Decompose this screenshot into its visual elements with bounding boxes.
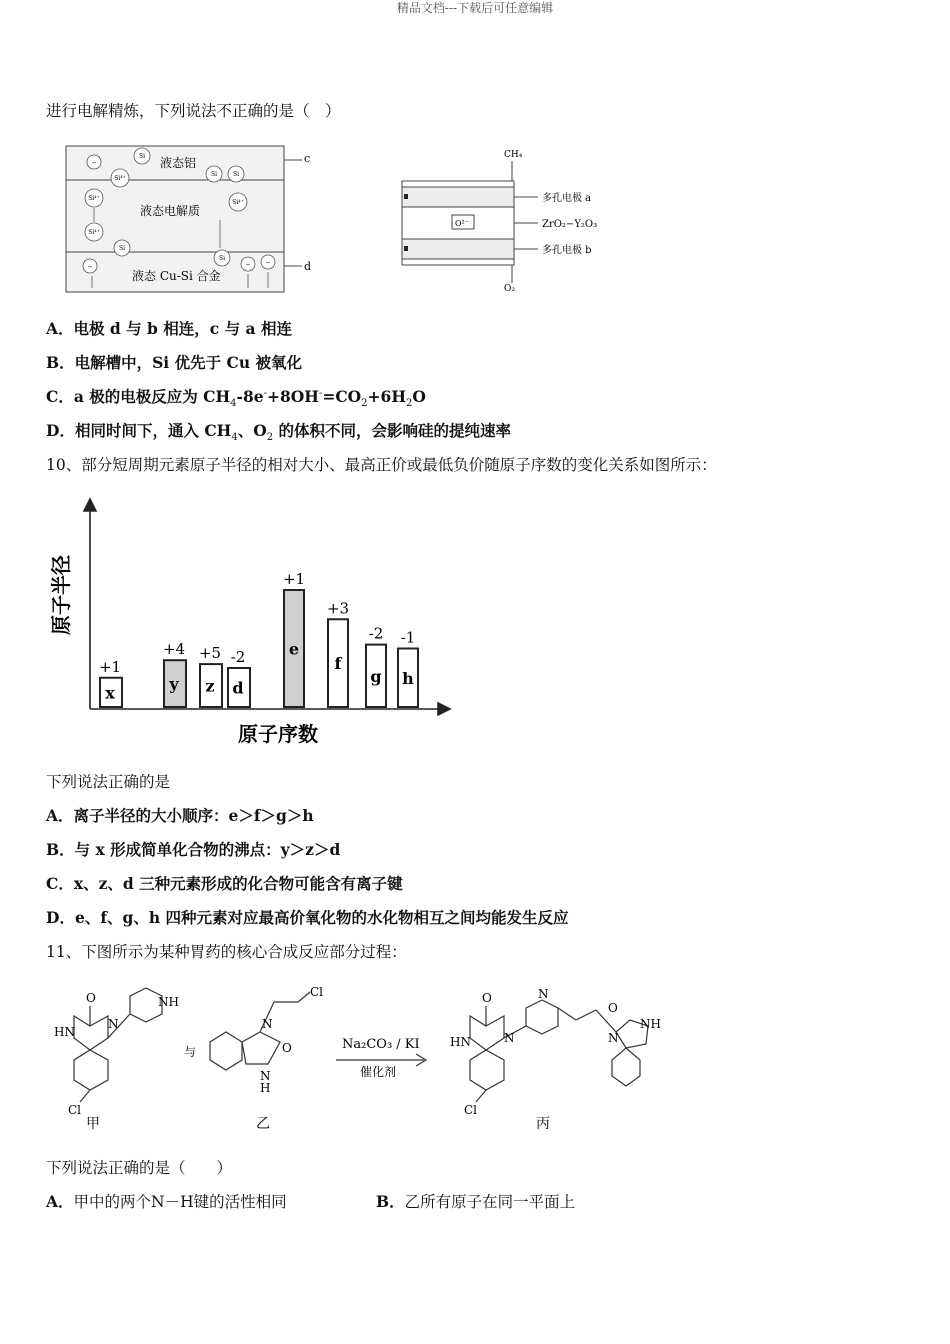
valence-label-z: +5 bbox=[198, 644, 222, 663]
x-axis-label: 原子序数 bbox=[238, 722, 318, 746]
o2-label: O₂ bbox=[504, 284, 515, 294]
svg-text:N: N bbox=[504, 1031, 515, 1045]
q9-option-a: A．电极 d 与 b 相连，c 与 a 相连 bbox=[46, 319, 292, 338]
svg-text:NH: NH bbox=[158, 995, 179, 1009]
q9-option-b: B．电解槽中，Si 优先于 Cu 被氧化 bbox=[46, 353, 302, 372]
svg-text:N: N bbox=[538, 987, 549, 1001]
reaction-scheme bbox=[46, 980, 686, 1140]
label-yi: 乙 bbox=[256, 1116, 270, 1132]
svg-text:Si: Si bbox=[138, 153, 146, 160]
svg-text:Si: Si bbox=[232, 171, 240, 178]
svg-text:NH: NH bbox=[640, 1017, 661, 1031]
svg-text:−: − bbox=[245, 261, 251, 268]
valence-label-e: +1 bbox=[282, 570, 306, 588]
q11-option-b: B．乙所有原子在同一平面上 bbox=[376, 1192, 576, 1211]
svg-text:O: O bbox=[608, 1001, 618, 1015]
valence-label-x: +1 bbox=[98, 657, 122, 676]
q10-option-d: D．e、f、g、h 四种元素对应最高价氧化物的水化物相互之间均能发生反应 bbox=[46, 908, 569, 927]
q11-sub-stem: 下列说法正确的是（ ） bbox=[46, 1159, 233, 1177]
q10-stem: 10、部分短周期元素原子半径的相对大小、最高正价或最低负价随原子序数的变化关系如图所示： bbox=[46, 456, 717, 474]
q10-option-c: C．x、z、d 三种元素形成的化合物可能含有离子键 bbox=[46, 874, 403, 893]
svg-text:−: − bbox=[91, 159, 97, 166]
ch4-label: CH₄ bbox=[504, 150, 523, 160]
bar-label-z: z bbox=[205, 676, 215, 696]
svg-text:Na₂CO₃ / KI: Na₂CO₃ / KI bbox=[342, 1037, 420, 1052]
svg-text:Si⁴⁺: Si⁴⁺ bbox=[232, 199, 244, 206]
layer-aluminum: 液态铝 bbox=[160, 156, 197, 170]
svg-text:O: O bbox=[482, 991, 492, 1005]
svg-text:N: N bbox=[608, 1031, 619, 1045]
q9-option-d: D．相同时间下，通入 $CH_4$、$O_2$ 的体积不同，会影响硅的提纯速率 bbox=[46, 421, 512, 444]
valence-label-g: -2 bbox=[368, 624, 384, 643]
svg-text:O: O bbox=[282, 1041, 292, 1055]
svg-text:N: N bbox=[262, 1017, 273, 1031]
q10-sub-stem: 下列说法正确的是 bbox=[46, 773, 171, 791]
valence-label-y: +4 bbox=[162, 640, 186, 659]
bar-label-x: x bbox=[105, 683, 115, 703]
label-bing: 丙 bbox=[536, 1116, 550, 1132]
svg-text:Si: Si bbox=[210, 171, 218, 178]
svg-text:Si⁴⁺: Si⁴⁺ bbox=[114, 175, 126, 182]
q11-stem: 11、下图所示为某种胃药的核心合成反应部分过程： bbox=[46, 943, 407, 961]
label-c: c bbox=[304, 152, 311, 165]
valence-label-h: -1 bbox=[400, 628, 416, 647]
svg-text:O: O bbox=[86, 991, 96, 1005]
page-header: 精品文档---下载后可任意编辑 bbox=[396, 1, 554, 15]
electrolysis-figure bbox=[62, 140, 312, 300]
o2-ion-label: O²⁻ bbox=[455, 219, 469, 228]
layer-alloy: 液态 Cu-Si 合金 bbox=[132, 269, 221, 283]
bar-label-g: g bbox=[370, 666, 382, 686]
svg-text:−: − bbox=[87, 263, 93, 270]
svg-text:Cl: Cl bbox=[310, 985, 324, 999]
svg-text:HN: HN bbox=[54, 1025, 75, 1039]
electrolyte-label: ZrO₂−Y₂O₃ bbox=[542, 219, 598, 230]
svg-text:Si: Si bbox=[218, 255, 226, 262]
q11-option-a: A．甲中的两个N－H键的活性相同 bbox=[46, 1192, 287, 1211]
svg-text:H: H bbox=[260, 1081, 271, 1095]
electrode-a-label: 多孔电极 a bbox=[542, 193, 592, 204]
svg-text:Cl: Cl bbox=[68, 1103, 82, 1117]
valence-label-f: +3 bbox=[326, 599, 350, 618]
svg-text:HN: HN bbox=[450, 1035, 471, 1049]
bar-label-y: y bbox=[169, 674, 179, 694]
svg-text:Cl: Cl bbox=[464, 1103, 478, 1117]
svg-text:N: N bbox=[108, 1017, 119, 1031]
q10-option-b: B．与 x 形成简单化合物的沸点：y＞z＞d bbox=[46, 840, 341, 859]
svg-text:催化剂: 催化剂 bbox=[360, 1065, 397, 1079]
bar-label-h: h bbox=[402, 668, 414, 688]
svg-text:−: − bbox=[265, 259, 271, 266]
q10-option-a: A．离子半径的大小顺序：e＞f＞g＞h bbox=[46, 806, 314, 825]
q9-option-c: C．a 极的电极反应为 $CH_4-8e^-+8OH^-=CO_2+6H_2O$ bbox=[46, 387, 426, 410]
bar-label-d: d bbox=[232, 678, 244, 698]
bar-label-f: f bbox=[334, 654, 342, 674]
atomic-radius-chart bbox=[46, 495, 466, 750]
bar-label-e: e bbox=[288, 639, 300, 659]
y-axis-label: 原子半径 bbox=[49, 555, 73, 635]
valence-label-d: -2 bbox=[230, 648, 246, 666]
label-d: d bbox=[304, 260, 312, 273]
fuel-cell-figure bbox=[396, 145, 616, 295]
label-jia: 甲 bbox=[86, 1116, 100, 1132]
svg-text:N: N bbox=[260, 1069, 271, 1083]
svg-text:与: 与 bbox=[184, 1045, 197, 1059]
svg-text:Si: Si bbox=[118, 245, 126, 252]
svg-text:Si⁴⁺: Si⁴⁺ bbox=[88, 195, 100, 202]
electrode-b-label: 多孔电极 b bbox=[542, 245, 592, 256]
svg-text:Si⁴⁺: Si⁴⁺ bbox=[88, 229, 100, 236]
q9-stem: 进行电解精炼，下列说法不正确的是（ ） bbox=[46, 102, 341, 120]
layer-electrolyte: 液态电解质 bbox=[140, 204, 201, 218]
